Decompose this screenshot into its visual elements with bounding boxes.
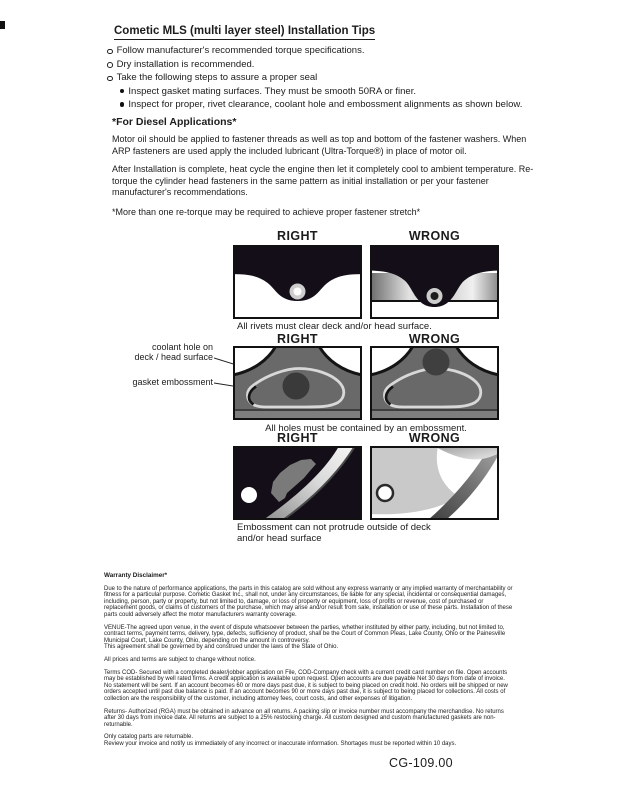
embossment-wrong-diagram xyxy=(370,346,499,420)
page-title: Cometic MLS (multi layer steel) Installation Tips xyxy=(114,25,375,40)
deck-edge-wrong-diagram xyxy=(370,446,499,520)
bullet-dot-icon xyxy=(120,102,124,106)
paragraph: Motor oil should be applied to fastener threads as well as top and bottom of the fastener washers. When ARP fasteners are used apply the included lubricant (Ultra-Torque®) in place of motor oil. xyxy=(112,134,527,156)
bullet-circle-icon xyxy=(107,49,113,55)
list-item xyxy=(107,58,557,72)
embossment-right-diagram xyxy=(233,346,362,420)
right-label: RIGHT xyxy=(277,431,318,445)
embossment-caption: All holes must be contained by an embossment. xyxy=(265,423,467,434)
coolant-hole-callout: coolant hole on deck / head surface xyxy=(134,342,213,362)
diesel-applications-section xyxy=(112,116,544,225)
gasket-embossment-callout: gasket embossment xyxy=(132,377,213,387)
tip-text: Follow manufacturer's recommended torque specifications. xyxy=(116,45,365,56)
paragraph: After Installation is complete, heat cycle the engine then let it completely cool to ambient temperature. Re-torque the cylinder head fasteners in the same pattern as initial installation or per your fastener manufacturer's recommendations. xyxy=(112,164,534,197)
page-edge-mark xyxy=(0,21,5,29)
bullet-circle-icon xyxy=(107,62,113,68)
disclaimer-paragraph: This agreement shall be governed by and construed under the laws of the State of Ohio. xyxy=(104,644,339,651)
disclaimer-paragraph: Terms COD- Secured with a completed dealer/jobber application on File, COD-Company check with a current credit card number on file. Open accounts may be established by well rated firms. A credit application is available upon request. Open accounts are due payable Net 30 days from date of invoice. No statement will be sent. If an account becomes 60 or more days past due, it is subject to being placed on credit hold. No orders will be shipped or new orders accepted until past due balance is paid. If an account becomes 90 or more days past due, it is subject to being placed for collections. All costs of collection are the responsibility of the customer, including attorney fees, court costs, and other expenses of litigation. xyxy=(104,669,508,702)
list-item xyxy=(120,85,557,99)
deck-edge-right-diagram xyxy=(233,446,362,520)
disclaimer-heading: Warranty Disclaimer* xyxy=(104,572,168,579)
retorque-note: *More than one re-torque may be required to achieve proper fastener stretch* xyxy=(112,206,421,217)
installation-tips-list xyxy=(107,44,557,112)
list-item xyxy=(107,71,557,85)
wrong-label: WRONG xyxy=(408,431,461,445)
rivet-wrong-diagram xyxy=(370,245,499,319)
disclaimer-paragraph: Returns- Authorized (RGA) must be obtained in advance on all returns. A packing slip or invoice number must accompany the merchandise. No returns after 30 days from invoice date. All returns are subject to a 25% restocking charge. All custom designed and custom manufactured gaskets are non-returnable. xyxy=(104,708,504,728)
deck-edge-caption: Embossment can not protrude outside of deck and/or head surface xyxy=(237,522,431,544)
bullet-circle-icon xyxy=(107,76,113,82)
right-label: RIGHT xyxy=(277,229,318,243)
tip-text: Inspect gasket mating surfaces. They must be smooth 50RA or finer. xyxy=(128,85,416,97)
warranty-disclaimer-section xyxy=(104,573,513,753)
disclaimer-paragraph: Due to the nature of performance applications, the parts in this catalog are sold without any express warranty or any implied warranty of merchantability or fitness for a particular purpose. Cometic Gasket Inc., shall not, under any circumstances, be liable for any special, incidental or consequential damages, including, person, party or property, but not limited to, damage, or loss of property or equipment, loss of profits or revenue, cost of purchased or replacement goods, or claims of customers of the purchase, which may arise and/or result from sale, installation or use of these parts. Installation of these parts could adversely affect the motor manufacturers warranty coverage. xyxy=(104,585,513,618)
right-label: RIGHT xyxy=(277,332,318,346)
bullet-dot-icon xyxy=(120,89,124,93)
disclaimer-paragraph: Only catalog parts are returnable. xyxy=(104,734,194,741)
page-number: CG-109.00 xyxy=(389,756,453,770)
list-item xyxy=(107,44,557,58)
tip-text: Inspect for proper, rivet clearance, coolant hole and embossment alignments as shown below. xyxy=(128,99,523,110)
tip-text: Dry installation is recommended. xyxy=(116,58,255,70)
wrong-label: WRONG xyxy=(408,332,461,346)
wrong-label: WRONG xyxy=(408,229,461,243)
rivet-right-diagram xyxy=(233,245,362,319)
section-heading: *For Diesel Applications* xyxy=(112,116,237,128)
disclaimer-paragraph: Review your invoice and notify us immediately of any incorrect or inaccurate information. Shortages must be reported within 10 days. xyxy=(104,740,457,747)
tip-text: Take the following steps to assure a proper seal xyxy=(116,72,318,83)
list-item xyxy=(120,98,557,112)
disclaimer-paragraph: VENUE-The agreed upon venue, in the event of dispute whatsoever between the parties, whether instituted by either party, including, but not limited to, contract terms, payment terms, delivery, type, defects, sufficiency of product, shall be the Court of Common Pleas, Lake County, Ohio or the Painesville Municipal Court, Lake County, Ohio, depending on the amount in controversy. xyxy=(104,624,506,644)
rivet-caption: All rivets must clear deck and/or head surface. xyxy=(237,321,432,332)
disclaimer-paragraph: All prices and terms are subject to change without notice. xyxy=(104,656,256,663)
